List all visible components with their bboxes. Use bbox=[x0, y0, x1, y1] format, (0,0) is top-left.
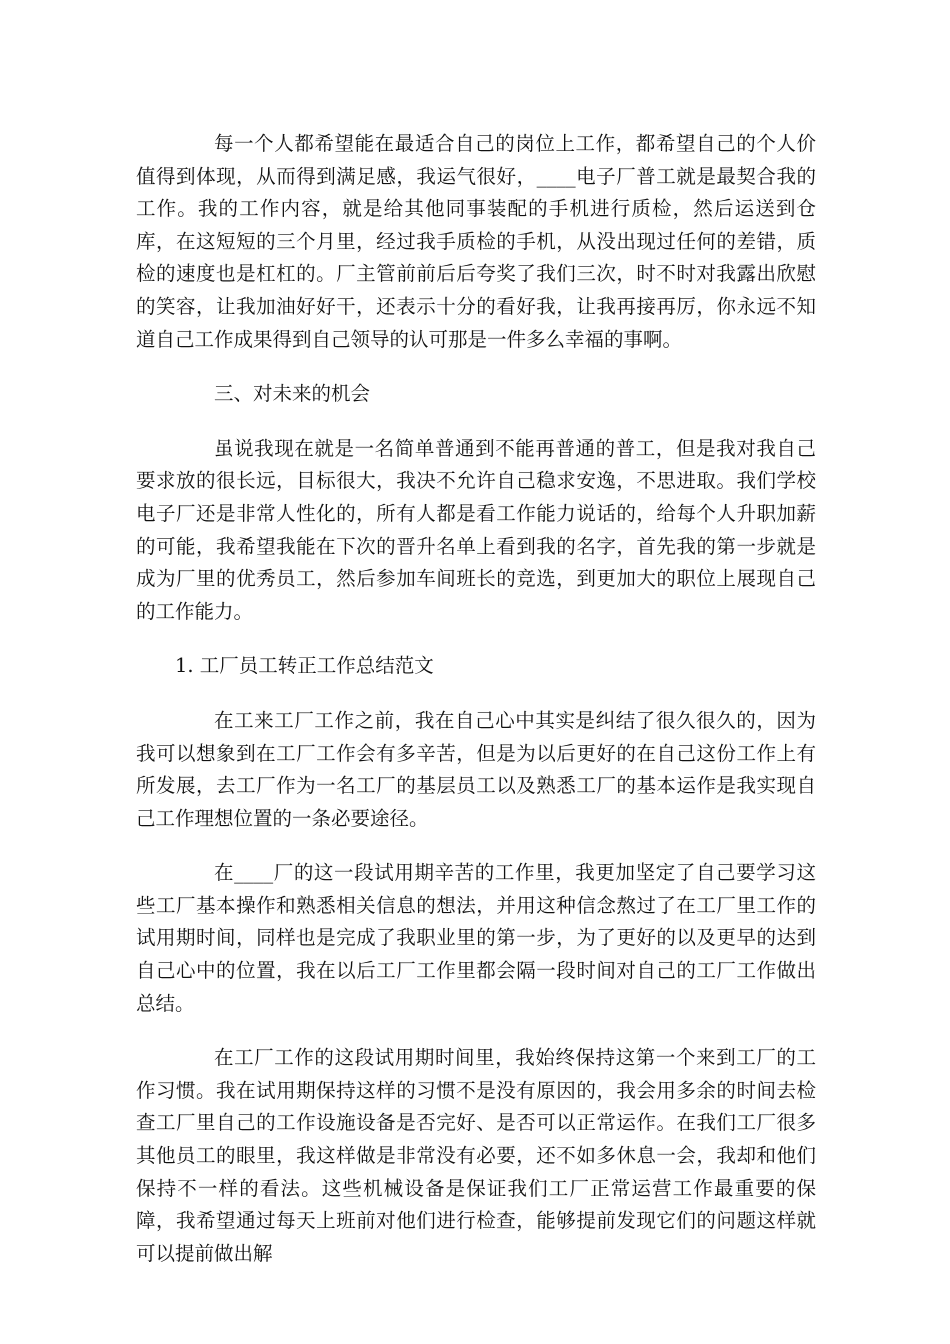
paragraph-job-satisfaction: 每一个人都希望能在最适合自己的岗位上工作，都希望自己的个人价值得到体现，从而得到满足感，我运气很好，____电子厂普工就是最契合我的工作。我的工作内容，就是给其他同事装配的手机进行质检，然后运送到仓库，在这短短的三个月里，经过我手质检的手机，从没出现过任何的差错，质检的速度也是杠杠的。厂主管前前后后夸奖了我们三次，时不时对我露出欣慰的笑容，让我加油好好干，还表示十分的看好我，让我再接再厉，你永远不知道自己工作成果得到自己领导的认可那是一件多么幸福的事啊。 bbox=[136, 132, 816, 351]
paragraph-future-goals: 虽说我现在就是一名简单普通到不能再普通的普工，但是我对我自己要求放的很长远，目标很大，我决不允许自己稳求安逸，不思进取。我们学校电子厂还是非常人性化的，所有人都是看工作能力说话的，给每个人升职加薪的可能，我希望我能在下次的晋升名单上看到我的名字，首先我的第一步就是成为厂里的优秀员工，然后参加车间班长的竞选，到更加大的职位上展现自己的工作能力。 bbox=[136, 436, 816, 623]
section-heading-future: 三、对未来的机会 bbox=[214, 382, 371, 406]
section-heading-sample: 1. 工厂员工转正工作总结范文 bbox=[175, 654, 434, 678]
document-page bbox=[136, 128, 816, 1292]
paragraph-probation: 在____厂的这一段试用期辛苦的工作里，我更加坚定了自己要学习这些工厂基本操作和熟悉相关信息的想法，并用这种信念熬过了在工厂里工作的试用期时间，同样也是完成了我职业里的第一步，为了更好的以及更早的达到自己心中的位置，我在以后工厂工作里都会隔一段时间对自己的工厂工作做出总结。 bbox=[136, 861, 816, 1015]
paragraph-work-habits: 在工厂工作的这段试用期时间里，我始终保持这第一个来到工厂的工作习惯。我在试用期保持这样的习惯不是没有原因的，我会用多余的时间去检查工厂里自己的工作设施设备是否完好、是否可以正常运作。在我们工厂很多其他员工的眼里，我这样做是非常没有必要，还不如多休息一会，我却和他们保持不一样的看法。这些机械设备是保证我们工厂正常运营工作最重要的保障，我希望通过每天上班前对他们进行检查，能够提前发现它们的问题这样就可以提前做出解 bbox=[136, 1046, 816, 1265]
paragraph-before-factory: 在工来工厂工作之前，我在自己心中其实是纠结了很久很久的，因为我可以想象到在工厂工作会有多辛苦，但是为以后更好的在自己这份工作上有所发展，去工厂作为一名工厂的基层员工以及熟悉工厂的基本运作是我实现自己工作理想位置的一条必要途径。 bbox=[136, 708, 816, 830]
